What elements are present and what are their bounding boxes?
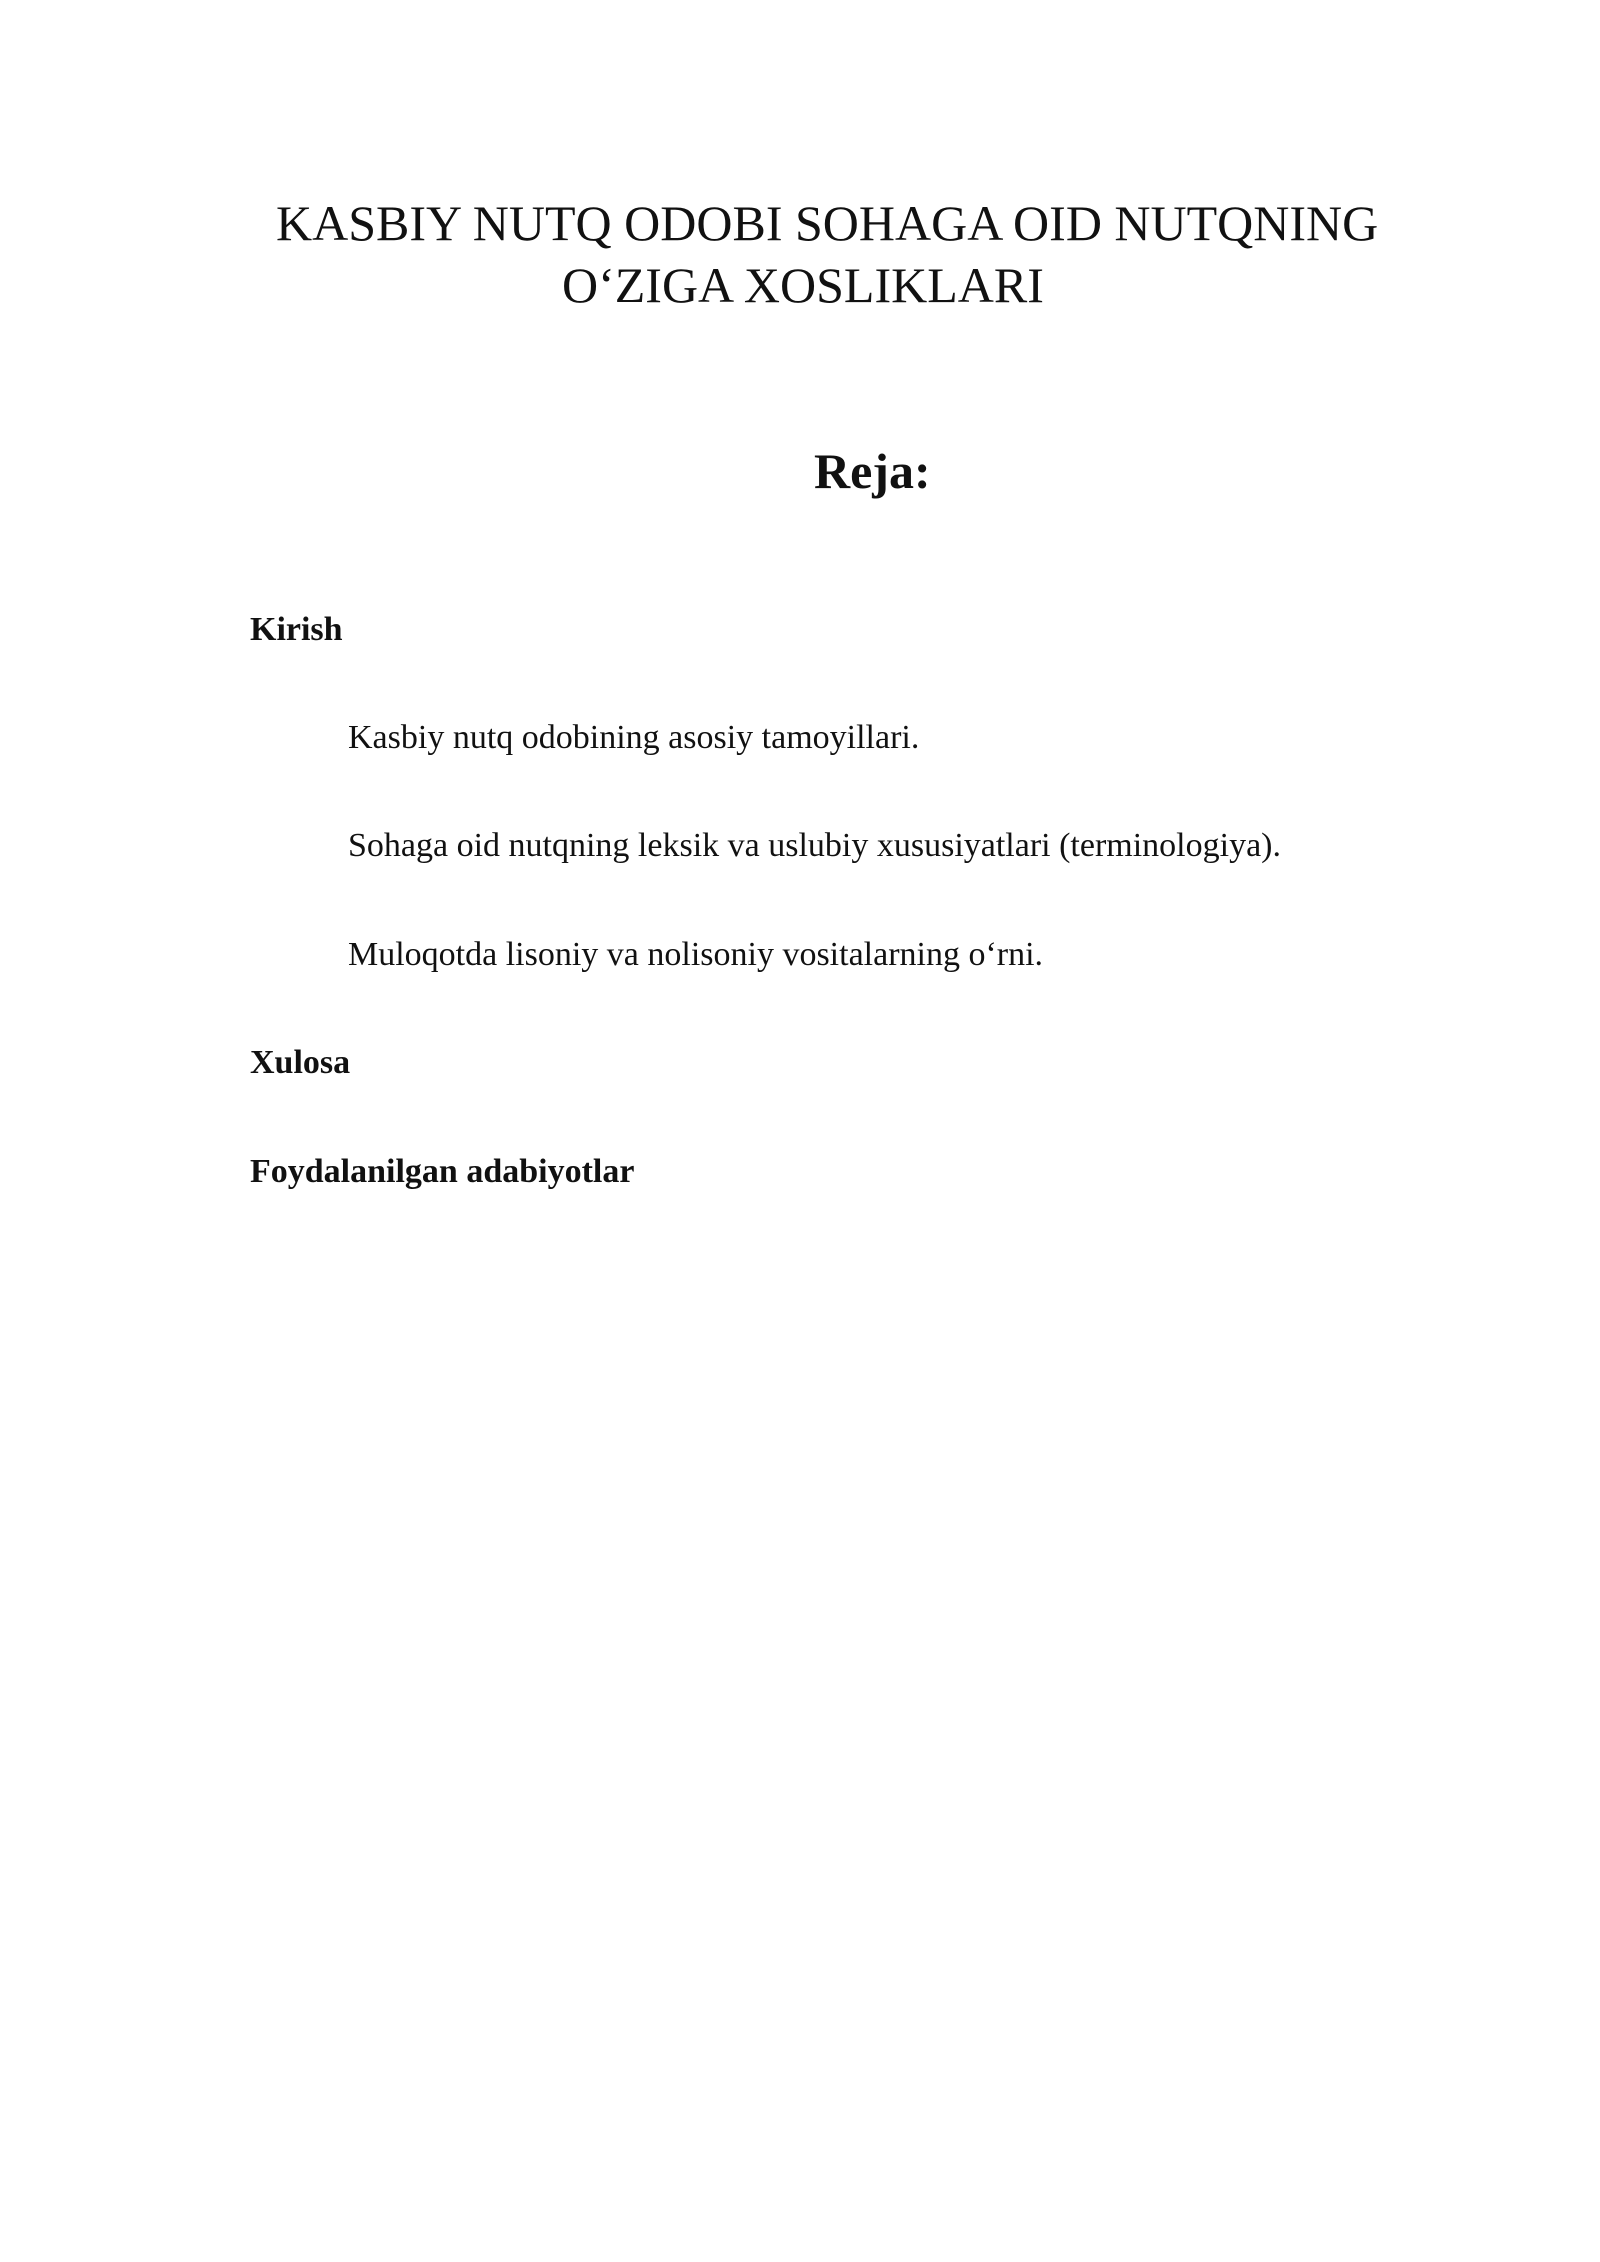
plan-item-3: Muloqotda lisoniy va nolisoniy vositalarning o‘rni.: [348, 936, 1044, 973]
document-title-line-1: KASBIY NUTQ ODOBI SOHAGA OID NUTQNING: [276, 195, 1379, 251]
plan-title: Reja:: [814, 443, 931, 499]
section-references: Foydalanilgan adabiyotlar: [250, 1153, 635, 1190]
document-title-line-2: O‘ZIGA XOSLIKLARI: [562, 257, 1044, 313]
plan-item-2: Sohaga oid nutqning leksik va uslubiy xususiyatlari (terminologiya).: [348, 827, 1281, 864]
section-conclusion: Xulosa: [250, 1044, 351, 1081]
plan-item-1: Kasbiy nutq odobining asosiy tamoyillari.: [348, 719, 920, 756]
section-intro: Kirish: [250, 611, 343, 648]
